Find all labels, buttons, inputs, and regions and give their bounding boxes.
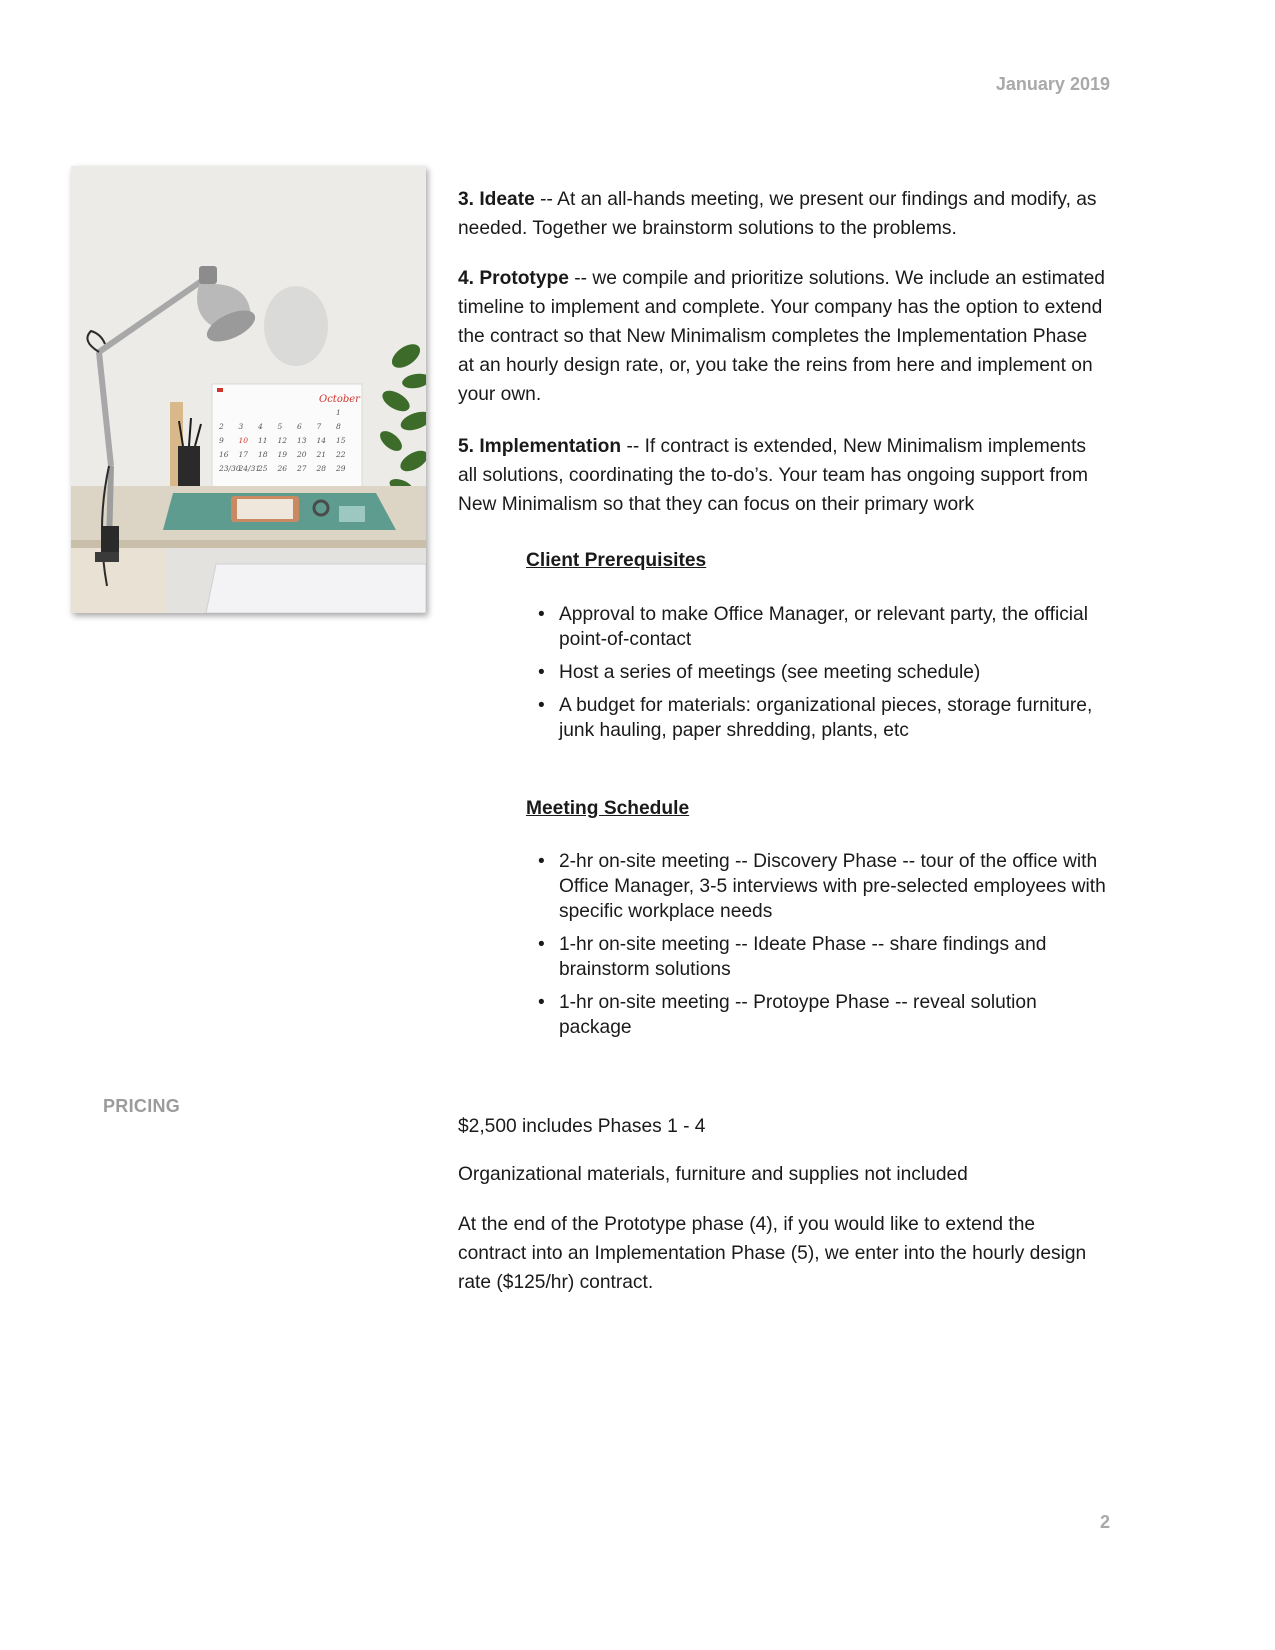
calendar-date: 5	[277, 422, 283, 431]
pricing-extension: At the end of the Prototype phase (4), if you would like to extend the contract into an Implementation Phase (5), we enter into the hourly design rate ($125/hr) contract.	[458, 1214, 1087, 1294]
phase-implementation-title: 5. Implementation	[458, 436, 622, 458]
meeting-schedule-list	[530, 849, 1110, 1048]
desk-lamp-photo	[71, 166, 426, 613]
calendar-date: 18	[258, 450, 268, 459]
calendar-date: 12	[277, 436, 288, 445]
calendar-date: 20	[297, 450, 307, 459]
phase-ideate-text: -- At an all-hands meeting, we present our findings and modify, as needed. Together we brainstorm solutions to the problems.	[458, 189, 1097, 240]
list-item: • A budget for materials: organizational pieces, storage furniture, junk hauling, paper shredding, plants, etc	[530, 693, 1110, 743]
phase-implementation	[458, 432, 1108, 519]
phase-ideate	[458, 185, 1108, 243]
meeting-schedule-heading: Meeting Schedule	[526, 798, 690, 819]
calendar-date: 13	[297, 436, 307, 445]
calendar-date: 25	[258, 464, 268, 473]
page-number: 2	[1099, 1512, 1110, 1532]
calendar-date: 9	[219, 436, 224, 445]
calendar-date: 2	[219, 422, 224, 431]
calendar-month: October	[319, 394, 360, 405]
wall-calendar	[212, 384, 362, 487]
calendar-date: 4	[258, 422, 263, 431]
list-item: • Host a series of meetings (see meeting schedule)	[530, 660, 1110, 685]
calendar-date: 24/31	[238, 464, 261, 473]
header-date: January 2019	[995, 74, 1110, 94]
client-prerequisites-heading: Client Prerequisites	[526, 550, 707, 571]
calendar-date: 7	[316, 422, 322, 431]
calendar-date: 29	[336, 464, 346, 473]
calendar-date: 17	[238, 450, 249, 459]
phase-prototype-text: -- we compile and prioritize solutions. We include an estimated timeline to implement and complete. Your company has the option to extend the contract so that New Minimalism completes the Implementation Phase at an hourly design rate, or, you take the reins from here and implement on your own.	[458, 268, 1105, 406]
list-item: • 1-hr on-site meeting -- Ideate Phase -- share findings and brainstorm solutions	[530, 932, 1110, 982]
calendar-date: 23/30	[219, 464, 241, 473]
calendar-date: 14	[316, 436, 327, 445]
calendar-date: 28	[316, 464, 327, 473]
calendar-date: 27	[297, 464, 307, 473]
phase-prototype-title: 4. Prototype	[458, 268, 569, 290]
pricing-price: $2,500 includes Phases 1 - 4	[458, 1116, 706, 1138]
pricing-exclusions: Organizational materials, furniture and supplies not included	[458, 1164, 968, 1186]
client-prerequisites-list	[530, 602, 1110, 751]
calendar-date: 21	[316, 450, 327, 459]
calendar-date: 6	[297, 422, 302, 431]
phase-prototype	[458, 264, 1108, 409]
calendar-date: 22	[336, 450, 346, 459]
calendar-date: 1	[336, 408, 341, 417]
list-item: • 2-hr on-site meeting -- Discovery Phase -- tour of the office with Office Manager, 3-5 interviews with pre-selected employees with specific workplace needs	[530, 849, 1110, 924]
calendar-date: 3	[238, 422, 244, 431]
calendar-date: 8	[336, 422, 341, 431]
calendar-date: 11	[258, 436, 268, 445]
calendar-date: 26	[277, 464, 288, 473]
phase-ideate-title: 3. Ideate	[458, 189, 535, 211]
calendar-date: 10	[238, 436, 249, 445]
list-item: • Approval to make Office Manager, or relevant party, the official point-of-contact	[530, 602, 1110, 652]
calendar-date: 19	[277, 450, 288, 459]
calendar-date: 16	[219, 450, 229, 459]
pricing-label: PRICING	[103, 1096, 181, 1116]
phase-implementation-text: -- If contract is extended, New Minimalism implements all solutions, coordinating the to-do’s. Your team has ongoing support from New Minimalism so that they can focus on their primary work	[458, 436, 1089, 516]
list-item: • 1-hr on-site meeting -- Protoype Phase -- reveal solution package	[530, 990, 1110, 1040]
calendar-date: 15	[336, 436, 346, 445]
